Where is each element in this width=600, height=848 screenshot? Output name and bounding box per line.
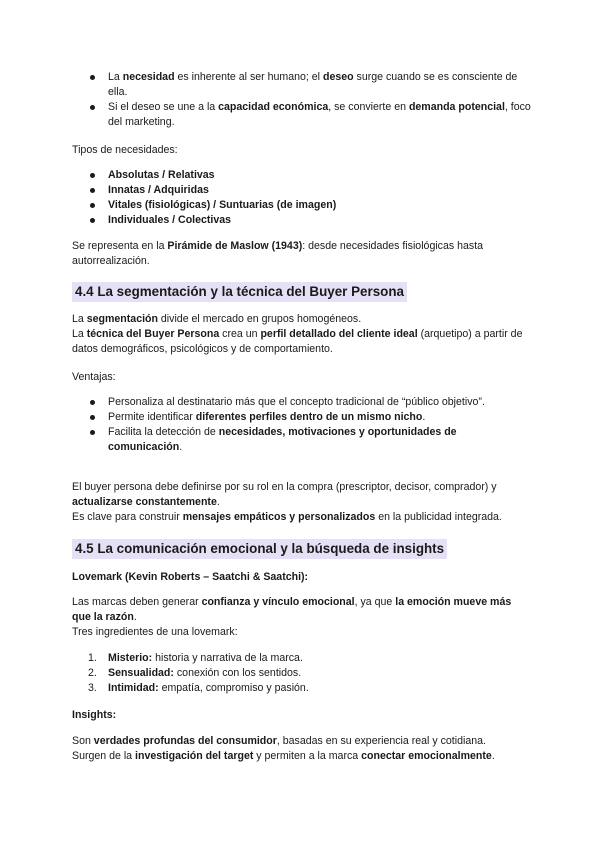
need-desire-list (72, 70, 532, 130)
list-item: 2. Sensualidad: conexión con los sentidos. (88, 667, 302, 679)
insights-heading: Insights: (72, 709, 117, 721)
lovemark-paragraph: Las marcas deben generar confianza y vínculo emocional, ya que la emoción mueve más que la razón. Tres ingredientes de una lovemark: (72, 596, 512, 638)
lovemark-heading: Lovemark (Kevin Roberts – Saatchi & Saatchi): (72, 571, 309, 583)
list-item: Vitales (fisiológicas) / Suntuarias (de imagen) (72, 198, 532, 213)
ventajas-list (72, 395, 532, 455)
segmentation-paragraph: La segmentación divide el mercado en grupos homogéneos. La técnica del Buyer Persona crea un perfil detallado del cliente ideal (arquetipo) a partir de datos demográficos, psicológicos y de comportamiento. (72, 313, 523, 355)
section-heading-4-4: 4.4 La segmentación y la técnica del Buyer Persona (72, 282, 407, 302)
list-item: Facilita la detección de necesidades, motivaciones y oportunidades de comunicación. (72, 425, 532, 455)
tipos-label: Tipos de necesidades: (72, 144, 178, 156)
ventajas-label: Ventajas: (72, 371, 116, 383)
section-heading-4-5: 4.5 La comunicación emocional y la búsqueda de insights (72, 539, 447, 559)
list-item: 1. Misterio: historia y narrativa de la marca. (88, 652, 303, 664)
list-item: Individuales / Colectivas (72, 213, 532, 228)
list-item: Permite identificar diferentes perfiles dentro de un mismo nicho. (72, 410, 532, 425)
list-item: Si el deseo se une a la capacidad económica, se convierte en demanda potencial, foco del marketing. (72, 100, 532, 130)
list-item: Personaliza al destinatario más que el concepto tradicional de “público objetivo”. (72, 395, 532, 410)
maslow-paragraph: Se representa en la Pirámide de Maslow (1943): desde necesidades fisiológicas hasta autorrealización. (72, 240, 484, 267)
insights-paragraph: Son verdades profundas del consumidor, basadas en su experiencia real y cotidiana. Surgen de la investigación del target y permiten a la marca conectar emocionalmente. (72, 735, 495, 762)
list-item: La necesidad es inherente al ser humano; el deseo surge cuando se es consciente de ella. (72, 70, 532, 100)
list-item: Absolutas / Relativas (72, 168, 532, 183)
ingredientes-list (72, 651, 532, 696)
list-item: Innatas / Adquiridas (72, 183, 532, 198)
buyer-persona-paragraph: El buyer persona debe definirse por su rol en la compra (prescriptor, decisor, comprador) y actualizarse constantemente. Es clave para construir mensajes empáticos y personalizados en la publicidad integrada. (72, 481, 502, 523)
tipos-list (72, 168, 532, 228)
list-item: 3. Intimidad: empatía, compromiso y pasión. (88, 682, 309, 694)
